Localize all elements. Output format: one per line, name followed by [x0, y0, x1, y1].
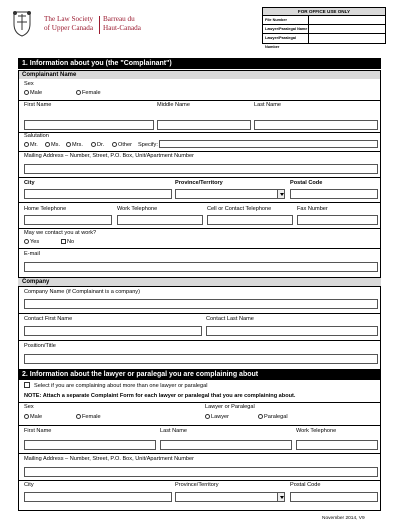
s2-first-name-label: First Name — [24, 428, 52, 434]
sex-male-radio[interactable] — [24, 90, 42, 96]
complainant-name-subheader: Complainant Name — [18, 70, 381, 79]
work-telephone-input[interactable] — [117, 215, 203, 225]
s2-last-name-label: Last Name — [160, 428, 188, 434]
org-line-2-fr: Haut-Canada — [103, 24, 141, 32]
postal-code-label: Postal Code — [290, 180, 323, 186]
law-society-crest-icon — [10, 8, 34, 38]
org-name-en — [44, 15, 93, 33]
position-title-label: Position/Title — [24, 343, 56, 349]
office-lp-name-field — [309, 25, 385, 33]
s2-mailing-address-input[interactable] — [24, 467, 378, 477]
s2-mailing-address-label: Mailing Address – Number, Street, P.O. Box, Unit/Apartment Number — [24, 456, 194, 462]
lawyer-or-paralegal-label: Lawyer or Paralegal — [205, 404, 255, 410]
company-name-input[interactable] — [24, 299, 378, 309]
other-label: Other — [118, 142, 132, 148]
contact-yes-radio[interactable] — [24, 239, 39, 245]
cell-telephone-input[interactable] — [207, 215, 293, 225]
form-version: November 2014, V9 — [322, 516, 365, 521]
fax-number-label: Fax Number — [297, 206, 328, 212]
section-2-header: 2. Information about the lawyer or paralegal you are complaining about — [18, 369, 381, 380]
company-subheader: Company — [18, 277, 381, 286]
org-name-fr — [103, 15, 141, 33]
s2-sex-female-radio[interactable] — [76, 414, 101, 420]
salutation-mr-radio[interactable] — [24, 142, 38, 148]
female-label: Female — [82, 90, 101, 96]
salutation-label: Salutation — [24, 133, 49, 139]
salutation-ms-radio[interactable] — [45, 142, 60, 148]
contact-last-name-input[interactable] — [206, 326, 378, 336]
contact-first-name-label: Contact First Name — [24, 316, 73, 322]
org-line-1-fr: Barreau du — [103, 15, 135, 23]
office-use-title: FOR OFFICE USE ONLY — [263, 8, 385, 16]
s2-postal-code-label: Postal Code — [290, 482, 321, 488]
office-lp-number-field — [309, 34, 385, 43]
email-label: E-mail — [24, 251, 40, 257]
s2-work-telephone-input[interactable] — [296, 440, 378, 450]
specify-input[interactable] — [159, 140, 378, 148]
sex-label: Sex — [24, 81, 34, 87]
s2-work-telephone-label: Work Telephone — [296, 428, 337, 434]
s2-city-input[interactable] — [24, 492, 172, 502]
contact-at-work-question: May we contact you at work? — [24, 230, 97, 236]
contact-first-name-input[interactable] — [24, 326, 202, 336]
company-name-label: Company Name (if Complainant is a company) — [24, 289, 140, 295]
province-dropdown-arrow-icon[interactable] — [277, 189, 285, 199]
last-name-label: Last Name — [254, 102, 282, 108]
section-1-header: 1. Information about you (the "Complainant") — [18, 58, 381, 69]
mailing-address-label: Mailing Address – Number, Street, P.O. Box, Unit/Apartment Number — [24, 153, 194, 159]
mrs-label: Mrs. — [72, 142, 83, 148]
middle-name-input[interactable] — [157, 120, 251, 130]
org-line-2: of Upper Canada — [44, 24, 94, 32]
office-use-box — [262, 7, 386, 49]
s2-last-name-input[interactable] — [160, 440, 292, 450]
ms-label: Ms. — [51, 142, 61, 148]
s2-female-label: Female — [82, 414, 101, 420]
s2-city-label: City — [24, 482, 34, 488]
salutation-dr-radio[interactable] — [91, 142, 104, 148]
first-name-input[interactable] — [24, 120, 154, 130]
cell-telephone-label: Cell or Contact Telephone — [207, 206, 272, 212]
contact-last-name-label: Contact Last Name — [206, 316, 254, 322]
contact-no-checkbox[interactable] — [61, 239, 74, 245]
office-lp-name-label: Lawyer/Paralegal Name — [265, 27, 308, 31]
city-label: City — [24, 180, 35, 186]
province-label: Province/Territory — [175, 180, 223, 186]
specify-label: Specify: — [138, 142, 158, 148]
separate-form-note: NOTE: Attach a separate Complaint Form for each lawyer or paralegal that you are complaining about. — [24, 393, 296, 399]
work-telephone-label: Work Telephone — [117, 206, 158, 212]
email-input[interactable] — [24, 262, 378, 272]
sex-female-radio[interactable] — [76, 90, 101, 96]
home-telephone-input[interactable] — [24, 215, 112, 225]
last-name-input[interactable] — [254, 120, 378, 130]
dr-label: Dr. — [97, 142, 105, 148]
first-name-label: First Name — [24, 102, 52, 108]
s2-sex-male-radio[interactable] — [24, 414, 42, 420]
multiple-lawyers-label: Select if you are complaining about more than one lawyer or paralegal — [34, 383, 208, 389]
paralegal-label: Paralegal — [264, 414, 288, 420]
s2-postal-code-input[interactable] — [290, 492, 378, 502]
middle-name-label: Middle Name — [157, 102, 190, 108]
postal-code-input[interactable] — [290, 189, 378, 199]
salutation-other-radio[interactable] — [112, 142, 132, 148]
s2-male-label: Male — [30, 414, 43, 420]
position-title-input[interactable] — [24, 354, 378, 364]
paralegal-radio[interactable] — [258, 414, 288, 420]
office-lp-number-label: Lawyer/Paralegal Number — [263, 34, 309, 43]
file-number-field — [309, 16, 385, 24]
lawyer-radio[interactable] — [205, 414, 229, 420]
complaint-form-page — [7, 6, 386, 525]
s2-sex-label: Sex — [24, 404, 34, 410]
yes-label: Yes — [30, 239, 40, 245]
file-number-label: File Number — [263, 16, 309, 24]
no-label: No — [67, 239, 75, 245]
home-telephone-label: Home Telephone — [24, 206, 67, 212]
org-line-1: The Law Society — [44, 15, 94, 23]
multiple-lawyers-checkbox[interactable] — [24, 382, 30, 388]
lawyer-label: Lawyer — [211, 414, 230, 420]
province-select[interactable] — [175, 189, 279, 199]
mr-label: Mr. — [30, 142, 38, 148]
s2-province-select[interactable] — [175, 492, 279, 502]
mailing-address-input[interactable] — [24, 164, 378, 174]
s2-province-dropdown-arrow-icon[interactable] — [277, 492, 285, 502]
male-label: Male — [30, 90, 43, 96]
s2-first-name-input[interactable] — [24, 440, 156, 450]
salutation-mrs-radio[interactable] — [66, 142, 83, 148]
city-input[interactable] — [24, 189, 172, 199]
s2-province-label: Province/Territory — [175, 482, 219, 488]
fax-number-input[interactable] — [297, 215, 378, 225]
